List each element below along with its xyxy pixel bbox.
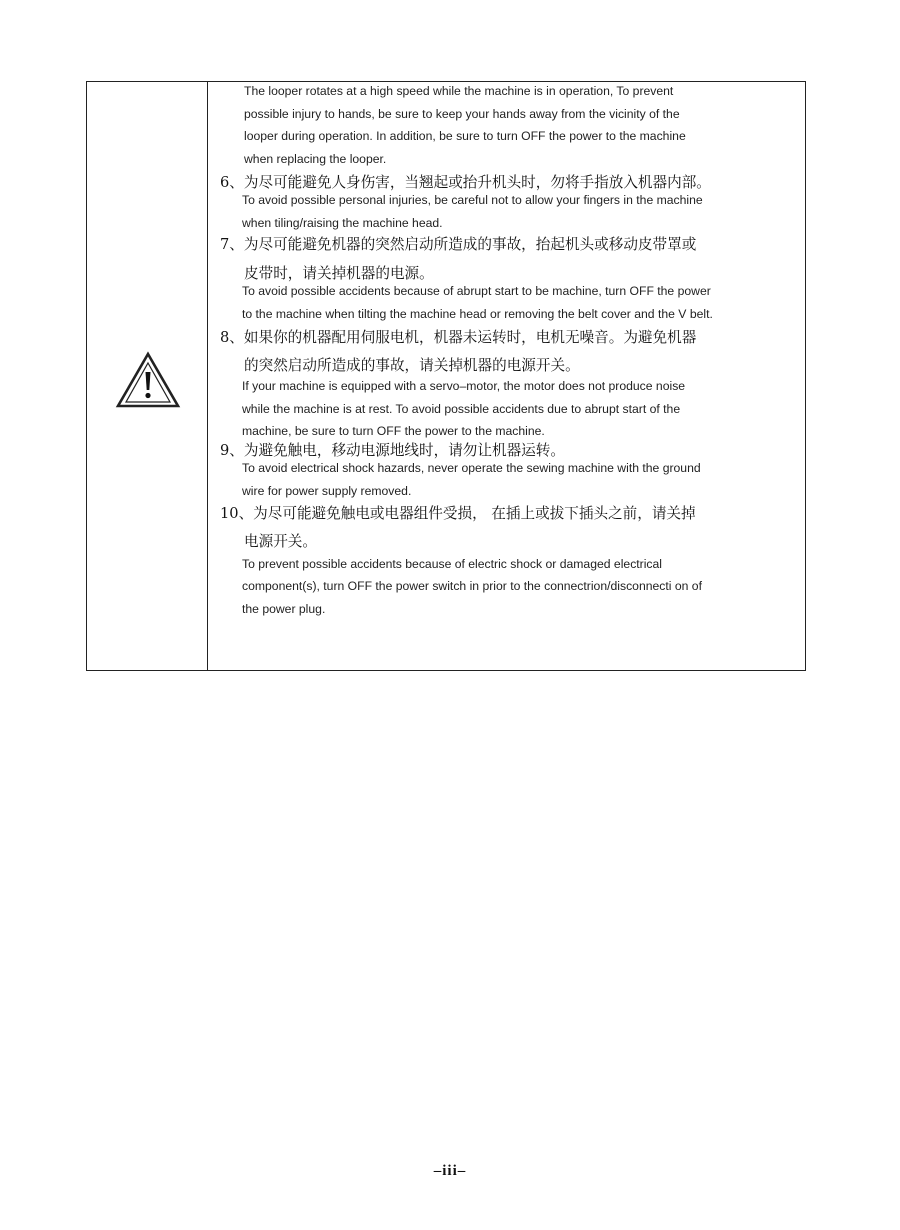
instruction-en-line: To avoid possible accidents because of abrupt start to be machine, turn OFF the power — [242, 284, 711, 298]
instruction-en-line: To avoid possible personal injuries, be careful not to allow your fingers in the machine — [242, 193, 703, 207]
instruction-en-line: To prevent possible accidents because of electric shock or damaged electrical — [242, 557, 663, 571]
instruction-en-line: machine, be sure to turn OFF the power to the machine. — [242, 424, 545, 438]
instruction-en-line: to the machine when tilting the machine head or removing the belt cover and the V belt. — [242, 307, 713, 321]
instruction-en-line: If your machine is equipped with a servo–motor, the motor does not produce noise — [242, 379, 686, 393]
instruction-en-line: The looper rotates at a high speed while the machine is in operation, To prevent — [244, 84, 674, 98]
instruction-zh-line: 皮带时，请关掉机器的电源。 — [244, 265, 434, 282]
instruction-zh-line: 6、为尽可能避免人身伤害，当翘起或抬升机头时，勿将手指放入机器内部。 — [220, 174, 711, 191]
instruction-zh-line: 的突然启动所造成的事故，请关掉机器的电源开关。 — [244, 357, 580, 374]
instruction-en-line: wire for power supply removed. — [242, 484, 412, 498]
instruction-zh-line: 9、为避免触电，移动电源地线时，请勿让机器运转。 — [220, 442, 565, 459]
instruction-en-line: when tiling/raising the machine head. — [242, 216, 443, 230]
column-divider — [207, 82, 208, 670]
instruction-en-line: possible injury to hands, be sure to keep your hands away from the vicinity of the — [244, 107, 680, 121]
instruction-en-line: To avoid electrical shock hazards, never operate the sewing machine with the ground — [242, 461, 701, 475]
instruction-zh-line: 7、为尽可能避免机器的突然启动所造成的事故，抬起机头或移动皮带罩或 — [220, 236, 697, 253]
instruction-en-line: looper during operation. In addition, be sure to turn OFF the power to the machine — [244, 129, 686, 143]
safety-instructions-table — [86, 81, 806, 671]
page-number: –iii– — [433, 1163, 467, 1179]
warning-triangle-icon — [114, 350, 182, 410]
instruction-en-line: component(s), turn OFF the power switch in prior to the connectrion/disconnecti on of — [242, 579, 702, 593]
instruction-zh-line: 8、如果你的机器配用伺服电机，机器未运转时，电机无噪音。为避免机器 — [220, 329, 697, 346]
instruction-zh-line: 电源开关。 — [244, 533, 317, 550]
instruction-en-line: while the machine is at rest. To avoid possible accidents due to abrupt start of the — [242, 402, 681, 416]
instruction-zh-line: 10、为尽可能避免触电或电器组件受损， 在插上或拔下插头之前，请关掉 — [220, 505, 696, 522]
instruction-en-line: when replacing the looper. — [244, 152, 387, 166]
instruction-en-line: the power plug. — [242, 602, 326, 616]
